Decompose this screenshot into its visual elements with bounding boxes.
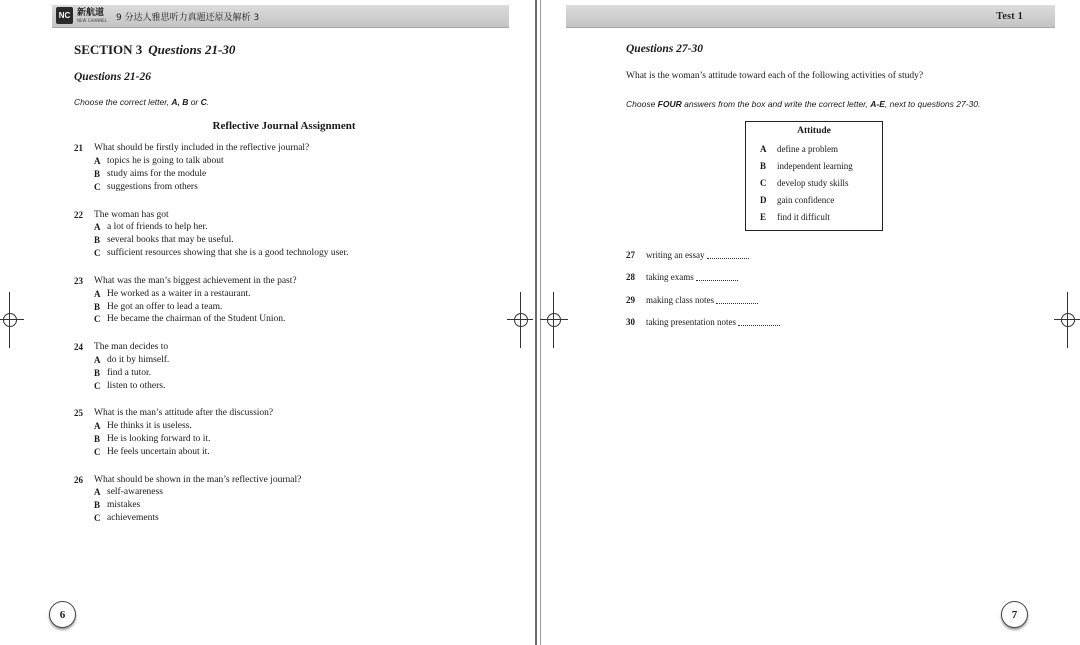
question-27 [626, 249, 1056, 261]
option-text: suggestions from others [107, 181, 198, 192]
question-stem-text: What should be shown in the man’s reflective journal? [94, 474, 302, 485]
section-questions: Questions 21-30 [148, 42, 236, 57]
option-letter: C [94, 181, 101, 192]
option-letter: A [94, 156, 101, 167]
question-24 [74, 341, 494, 392]
left-header-bar [52, 5, 509, 28]
question-number: 21 [74, 143, 83, 154]
option-letter: B [760, 160, 767, 171]
option-text: define a problem [777, 143, 838, 154]
question-29 [626, 294, 1056, 306]
section-title [74, 41, 494, 59]
option-text: find it difficult [777, 212, 830, 223]
option-letter: C [760, 177, 767, 188]
option-letter: E [760, 212, 767, 223]
question-stem [74, 275, 494, 288]
question-stem [74, 341, 494, 354]
answer-option [74, 354, 494, 367]
answer-option [74, 499, 494, 512]
answer-blank[interactable] [716, 294, 758, 304]
option-text: independent learning [777, 160, 853, 171]
question-stem [74, 142, 494, 155]
attitude-option [760, 177, 882, 189]
registration-mark-icon [1056, 308, 1080, 332]
option-letter: B [94, 434, 101, 444]
option-letter: C [94, 248, 101, 259]
instruction: Choose the correct letter, A, B or C. [74, 97, 210, 108]
attitude-box-title: Attitude [797, 125, 831, 136]
option-letter: B [94, 367, 101, 378]
question-stem-text: taking presentation notes [646, 316, 736, 327]
left-page [0, 0, 533, 645]
logo-subtitle: NEW CHANNEL [77, 17, 108, 23]
option-letter: A [94, 288, 101, 299]
attitude-option [760, 143, 882, 155]
matching-list [626, 249, 1056, 328]
question-25 [74, 407, 494, 458]
right-page [544, 0, 1080, 645]
option-text: find a tutor. [107, 367, 152, 378]
option-text: He worked as a waiter in a restaurant. [107, 288, 251, 299]
question-stem-text: taking exams [646, 272, 694, 283]
question-22 [74, 209, 494, 260]
option-letter: A [760, 143, 767, 154]
option-text: gain confidence [777, 195, 835, 206]
question-stem-text: What was the man’s biggest achievement in the past? [94, 275, 297, 286]
right-content [626, 42, 1056, 338]
answer-option [74, 181, 494, 194]
question-26 [74, 474, 494, 525]
attitude-box [745, 121, 883, 232]
right-header-bar [566, 5, 1055, 28]
logo-icon: NC [56, 7, 73, 24]
question-stem [74, 407, 494, 420]
question-number: 28 [626, 272, 635, 283]
question-stem [74, 209, 494, 222]
question-stem [74, 474, 494, 487]
option-letter: C [94, 513, 101, 524]
question-number: 25 [74, 408, 83, 419]
question-number: 26 [74, 474, 83, 485]
option-text: study aims for the module [107, 169, 207, 179]
option-letter: B [94, 500, 101, 511]
question-stem-text: What is the man’s attitude after the discussion? [94, 408, 274, 419]
question-number: 23 [74, 275, 83, 286]
option-text: listen to others. [107, 380, 166, 391]
question-number: 27 [626, 250, 635, 261]
answer-option [74, 168, 494, 181]
topic-title: Reflective Journal Assignment [212, 119, 356, 132]
answer-blank[interactable] [707, 249, 749, 259]
test-label: Test 1 [996, 11, 1023, 22]
answer-option [74, 446, 494, 459]
left-content [74, 41, 494, 540]
question-30 [626, 316, 1056, 328]
option-text: topics he is going to talk about [107, 156, 224, 167]
option-letter: B [94, 301, 101, 312]
option-letter: C [94, 380, 101, 391]
logo-name: 新航道 [77, 7, 105, 18]
registration-mark-icon [509, 308, 533, 332]
answer-option [74, 234, 494, 247]
answer-blank[interactable] [738, 316, 780, 326]
option-letter: D [760, 195, 767, 206]
option-letter: B [94, 169, 101, 179]
question-group-title: Questions 27-30 [626, 43, 703, 55]
question-stem-text: The man decides to [94, 342, 169, 353]
option-text: He became the chairman of the Student Union. [107, 314, 286, 325]
question-text: What is the woman’s attitude toward each of the following activities of study? [626, 70, 924, 81]
book-title: 9 分达人雅思听力真题还原及解析 3 [116, 13, 260, 23]
option-letter: B [94, 235, 101, 246]
question-group-title: Questions 21-26 [74, 70, 151, 83]
option-text: do it by himself. [107, 354, 170, 365]
answer-option [74, 301, 494, 314]
option-text: develop study skills [777, 177, 849, 188]
option-text: He thinks it is useless. [107, 421, 192, 432]
question-number: 24 [74, 342, 83, 353]
answer-option [74, 313, 494, 326]
question-stem-text: The woman has got [94, 209, 169, 220]
answer-option [74, 512, 494, 525]
attitude-option [760, 160, 882, 172]
option-text: achievements [107, 513, 159, 524]
question-stem-text: writing an essay [646, 250, 705, 261]
option-letter: C [94, 314, 101, 325]
question-23 [74, 275, 494, 326]
section-label: SECTION 3 [74, 42, 143, 57]
registration-mark-icon [0, 308, 22, 332]
answer-option [74, 221, 494, 234]
answer-option [74, 380, 494, 393]
page-number: 7 [1001, 601, 1028, 628]
option-letter: C [94, 446, 101, 457]
question-28 [626, 271, 1056, 283]
question-list [74, 142, 494, 525]
publisher-logo [56, 7, 107, 24]
question-number: 22 [74, 209, 83, 220]
option-text: several books that may be useful. [107, 235, 234, 246]
answer-option [74, 486, 494, 499]
instruction: Choose FOUR answers from the box and write the correct letter, A-E, next to questions 27-30. [626, 99, 981, 110]
answer-option [74, 420, 494, 433]
question-stem-text: What should be firstly included in the reflective journal? [94, 143, 310, 154]
answer-blank[interactable] [696, 271, 738, 281]
registration-mark-icon [542, 308, 566, 332]
answer-option [74, 247, 494, 260]
question-number: 30 [626, 316, 635, 327]
option-letter: A [94, 487, 101, 498]
answer-option [74, 288, 494, 301]
question-stem-text: making class notes [646, 294, 714, 305]
answer-option [74, 155, 494, 168]
option-letter: A [94, 421, 101, 432]
option-text: He got an offer to lead a team. [107, 301, 223, 312]
option-letter: A [94, 222, 101, 233]
attitude-option [760, 211, 882, 223]
attitude-option [760, 194, 882, 206]
option-text: self-awareness [107, 487, 163, 498]
option-text: He is looking forward to it. [107, 434, 211, 444]
answer-option [74, 433, 494, 446]
question-21 [74, 142, 494, 193]
answer-option [74, 367, 494, 380]
option-text: sufficient resources showing that she is a good technology user. [107, 248, 349, 259]
option-text: He feels uncertain about it. [107, 446, 210, 457]
option-letter: A [94, 354, 101, 365]
option-text: a lot of friends to help her. [107, 222, 208, 233]
page-number: 6 [49, 601, 76, 628]
question-number: 29 [626, 294, 635, 305]
option-text: mistakes [107, 500, 141, 511]
